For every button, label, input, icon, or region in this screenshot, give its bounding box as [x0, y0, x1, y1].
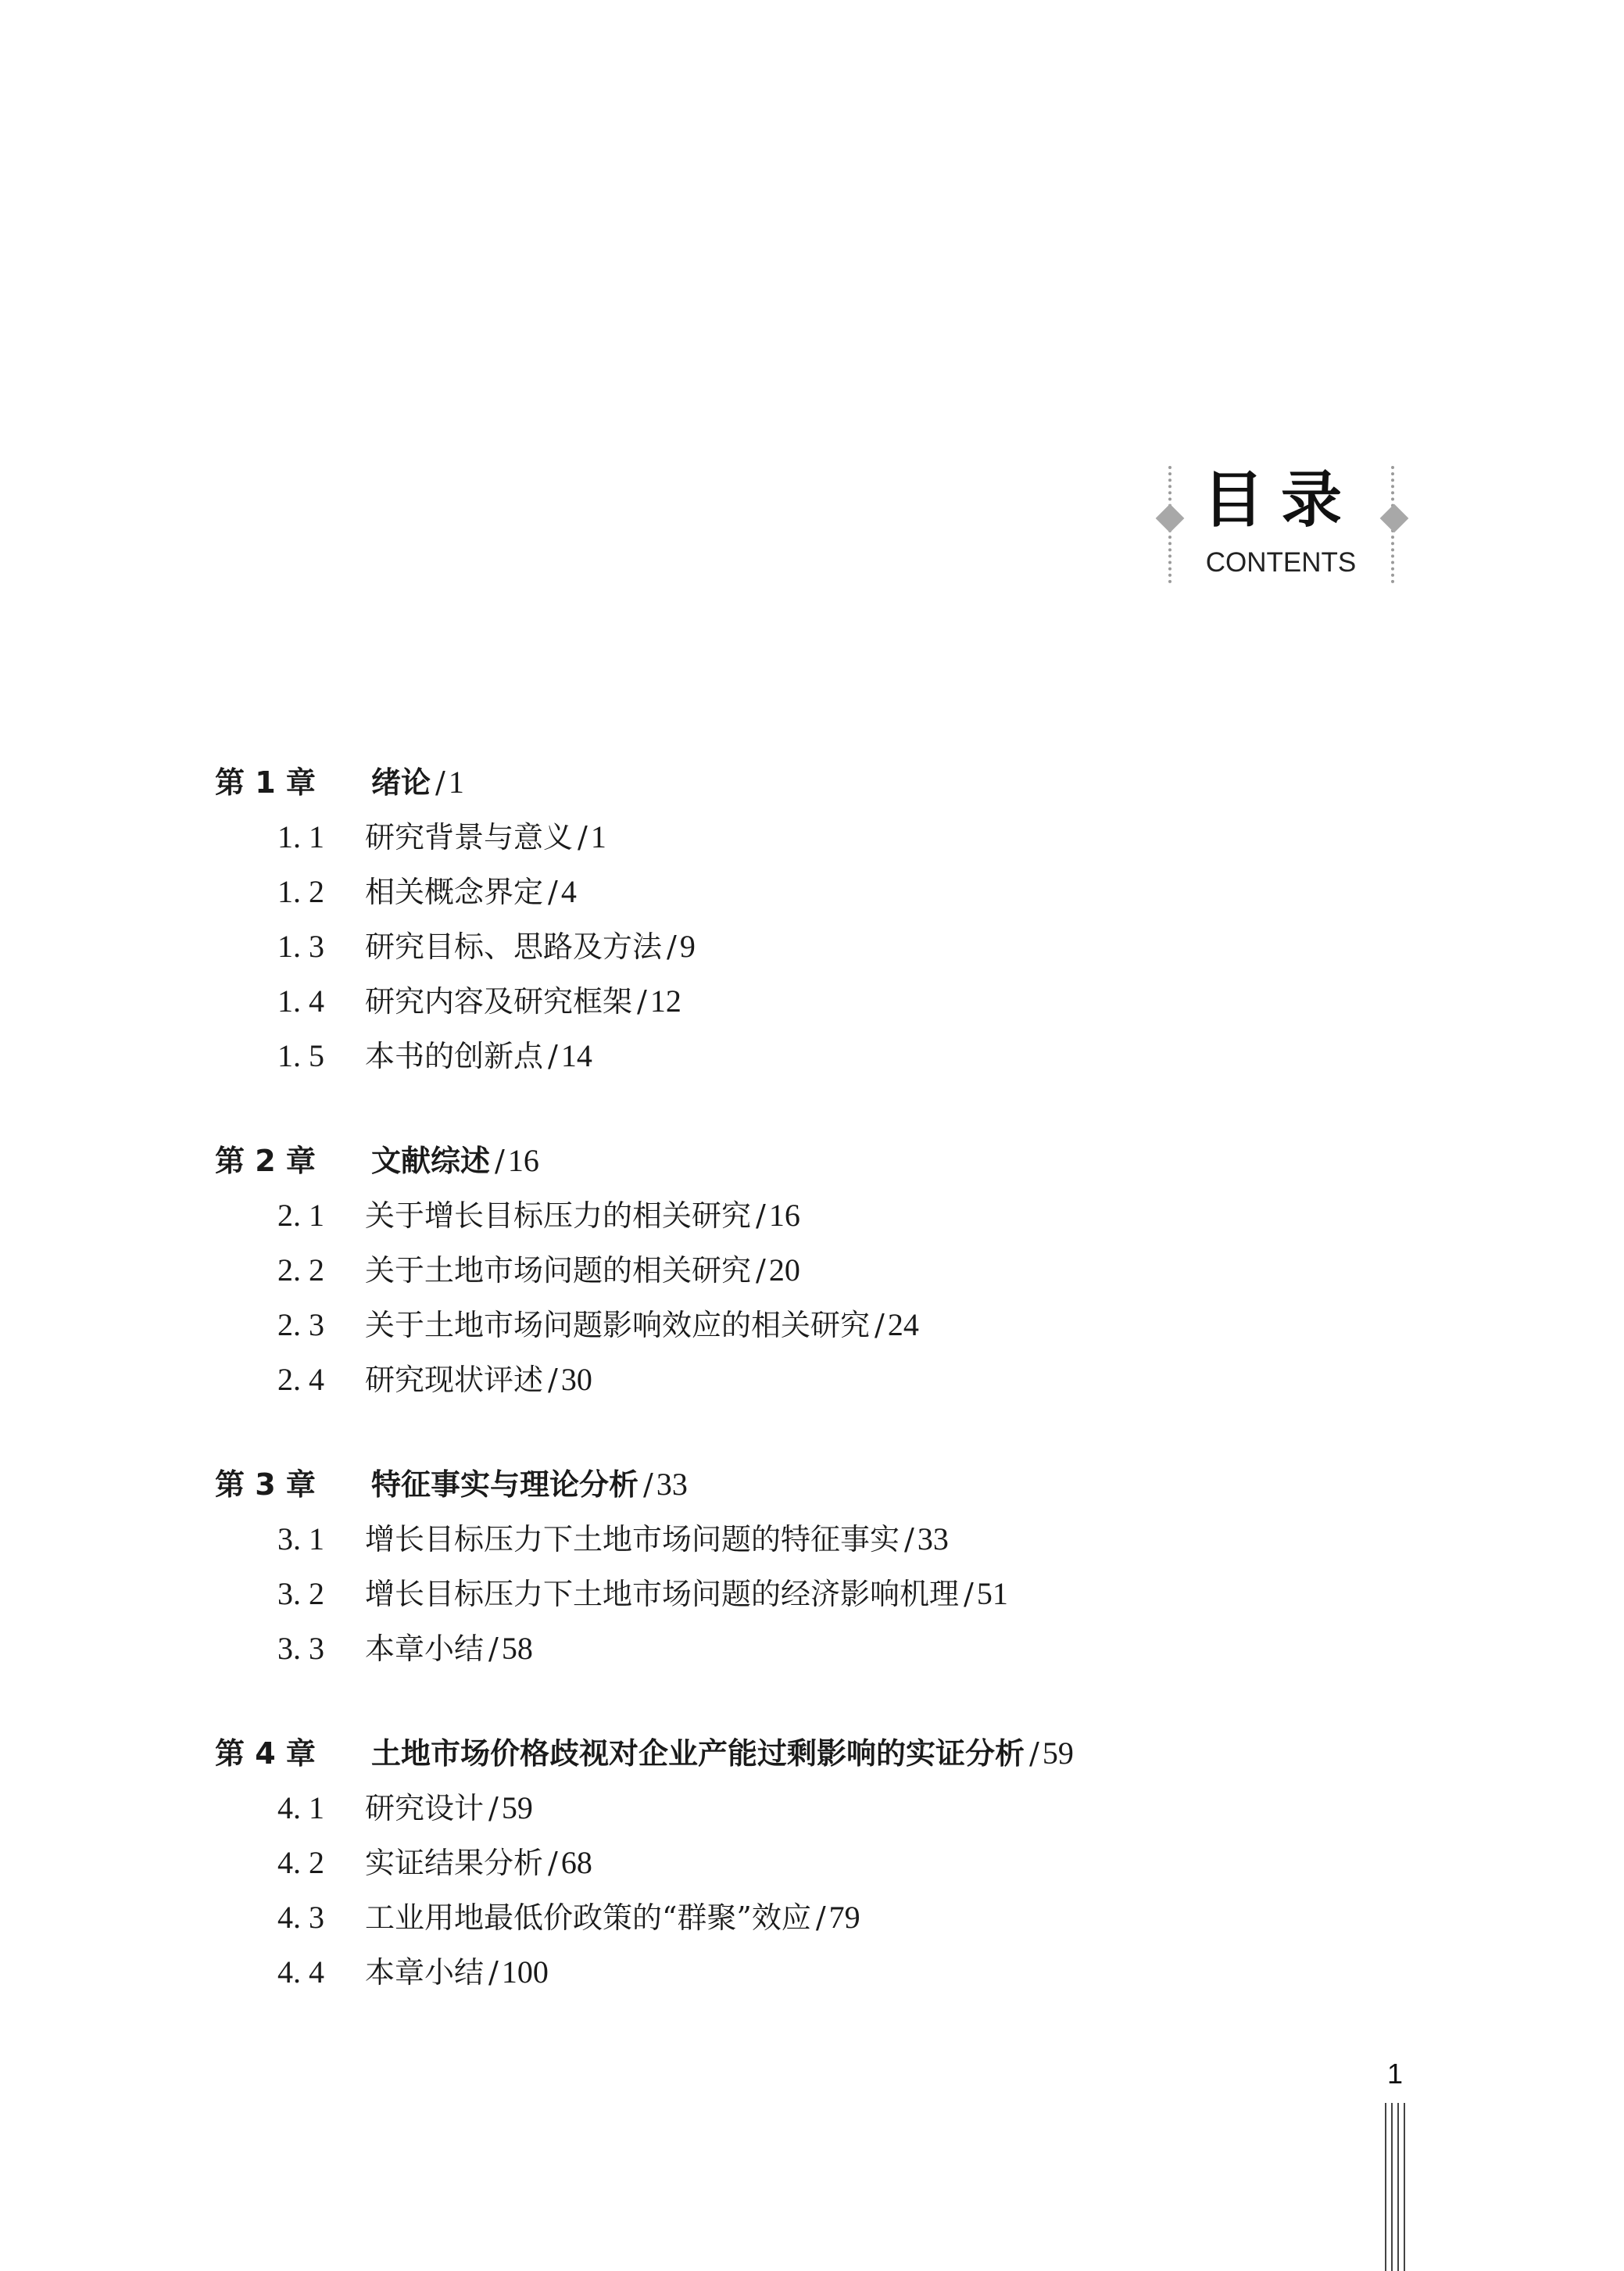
page-separator: /	[548, 1039, 558, 1073]
section-entry[interactable]	[215, 1567, 1465, 1621]
margin-rule	[1404, 2103, 1405, 2271]
page-separator: /	[548, 1363, 558, 1397]
page-separator: /	[643, 1467, 653, 1502]
section-number: 3. 1	[277, 1521, 324, 1556]
section-entry[interactable]	[215, 1188, 1465, 1243]
page-subtitle: CONTENTS	[1205, 547, 1357, 578]
page-title: 目录	[1202, 465, 1359, 536]
section-page: 9	[679, 929, 696, 964]
page-separator: /	[964, 1577, 974, 1611]
chapter-block	[215, 1138, 1465, 1407]
section-entry[interactable]	[215, 1298, 1465, 1352]
section-page: 58	[501, 1631, 533, 1666]
section-number: 4. 4	[277, 1954, 324, 1990]
section-page: 68	[560, 1845, 592, 1880]
page-separator: /	[667, 930, 677, 964]
section-number: 1. 1	[277, 819, 324, 854]
section-title: 增长目标压力下土地市场问题的特征事实	[365, 1522, 900, 1556]
chapter-page: 59	[1042, 1735, 1074, 1771]
section-number: 2. 4	[277, 1362, 324, 1397]
page-separator: /	[495, 1144, 505, 1178]
section-title: 相关概念界定	[365, 875, 544, 909]
contents-title-block	[1143, 461, 1424, 590]
chapter-title: 文献综述	[371, 1144, 491, 1178]
page-number: 1	[1386, 2058, 1404, 2090]
page-separator: /	[875, 1308, 885, 1342]
section-number: 2. 1	[277, 1198, 324, 1233]
section-number: 4. 2	[277, 1845, 324, 1880]
section-page: 14	[560, 1038, 592, 1073]
section-page: 30	[560, 1362, 592, 1397]
table-of-contents	[215, 760, 1465, 2054]
page-separator: /	[756, 1198, 766, 1233]
page-separator: /	[815, 1900, 826, 1935]
section-title: 关于增长目标压力的相关研究	[365, 1198, 752, 1233]
section-entry[interactable]	[215, 1890, 1465, 1945]
section-entry[interactable]	[215, 974, 1465, 1029]
page-separator: /	[488, 1791, 499, 1825]
chapter-number: 第 1 章	[215, 765, 316, 800]
page-separator: /	[488, 1632, 499, 1666]
section-title: 研究背景与意义	[365, 820, 574, 854]
section-title: 本书的创新点	[365, 1039, 544, 1073]
page-separator: /	[756, 1253, 766, 1288]
section-title: 本章小结	[365, 1955, 485, 1990]
section-entry[interactable]	[215, 1781, 1465, 1836]
section-title: 关于土地市场问题影响效应的相关研究	[365, 1308, 871, 1342]
section-page: 100	[501, 1954, 549, 1990]
section-number: 2. 3	[277, 1307, 324, 1342]
chapter-entry[interactable]	[215, 1731, 1465, 1776]
section-page: 20	[768, 1252, 800, 1288]
section-entry[interactable]	[215, 1512, 1465, 1567]
section-entry[interactable]	[215, 919, 1465, 974]
section-page: 51	[976, 1576, 1008, 1611]
chapter-block	[215, 760, 1465, 1084]
chapter-block	[215, 1731, 1465, 2000]
section-number: 1. 5	[277, 1038, 324, 1073]
page-separator: /	[578, 820, 588, 854]
section-number: 1. 3	[277, 929, 324, 964]
section-page: 79	[828, 1900, 860, 1935]
page-separator: /	[904, 1522, 914, 1556]
section-entry[interactable]	[215, 1945, 1465, 2000]
section-entry[interactable]	[215, 865, 1465, 919]
page-separator: /	[435, 765, 445, 800]
section-page: 16	[768, 1198, 800, 1233]
section-page: 33	[917, 1521, 949, 1556]
chapter-page: 33	[656, 1467, 688, 1502]
chapter-page: 16	[507, 1143, 539, 1178]
chapter-title: 绪论	[371, 765, 431, 800]
section-page: 12	[649, 983, 681, 1019]
section-title: 研究目标、思路及方法	[365, 930, 663, 964]
section-number: 2. 2	[277, 1252, 324, 1288]
section-entry[interactable]	[215, 1836, 1465, 1890]
chapter-entry[interactable]	[215, 1462, 1465, 1507]
section-number: 1. 4	[277, 983, 324, 1019]
section-number: 3. 2	[277, 1576, 324, 1611]
page-separator: /	[1029, 1736, 1039, 1771]
section-title: 本章小结	[365, 1632, 485, 1666]
section-title: 关于土地市场问题的相关研究	[365, 1253, 752, 1288]
margin-rule	[1385, 2103, 1386, 2271]
margin-rule	[1391, 2103, 1393, 2271]
section-entry[interactable]	[215, 1243, 1465, 1298]
section-number: 4. 1	[277, 1790, 324, 1825]
section-page: 59	[501, 1790, 533, 1825]
section-entry[interactable]	[215, 1352, 1465, 1407]
chapter-block	[215, 1462, 1465, 1676]
section-title: 工业用地最低价政策的“群聚”效应	[365, 1900, 811, 1935]
section-page: 24	[887, 1307, 919, 1342]
section-page: 1	[590, 819, 606, 854]
page-separator: /	[548, 875, 558, 909]
section-page: 4	[560, 874, 577, 909]
section-title: 研究内容及研究框架	[365, 984, 633, 1019]
page-separator: /	[548, 1846, 558, 1880]
section-entry[interactable]	[215, 810, 1465, 865]
chapter-title: 特征事实与理论分析	[371, 1467, 639, 1502]
page-separator: /	[637, 984, 647, 1019]
chapter-number: 第 4 章	[215, 1736, 316, 1771]
chapter-entry[interactable]	[215, 1138, 1465, 1184]
chapter-page: 1	[448, 765, 464, 800]
chapter-number: 第 2 章	[215, 1144, 316, 1178]
chapter-entry[interactable]	[215, 760, 1465, 805]
page-separator: /	[488, 1955, 499, 1990]
section-number: 4. 3	[277, 1900, 324, 1935]
chapter-number: 第 3 章	[215, 1467, 316, 1502]
section-title: 研究现状评述	[365, 1363, 544, 1397]
section-title: 增长目标压力下土地市场问题的经济影响机理	[365, 1577, 960, 1611]
section-number: 1. 2	[277, 874, 324, 909]
section-entry[interactable]	[215, 1621, 1465, 1676]
section-number: 3. 3	[277, 1631, 324, 1666]
section-title: 实证结果分析	[365, 1846, 544, 1880]
section-entry[interactable]	[215, 1029, 1465, 1084]
chapter-title: 土地市场价格歧视对企业产能过剩影响的实证分析	[371, 1736, 1025, 1771]
margin-rule	[1397, 2103, 1399, 2271]
section-title: 研究设计	[365, 1791, 485, 1825]
